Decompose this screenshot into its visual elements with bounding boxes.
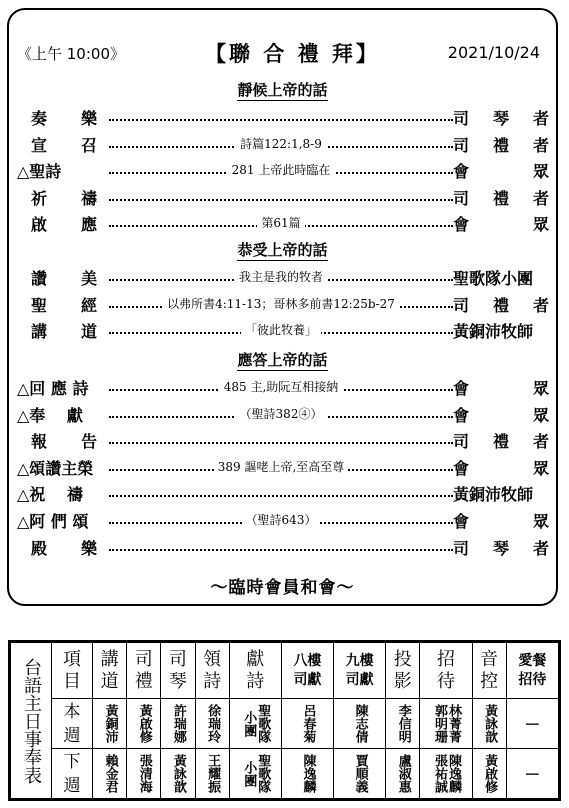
schedule-column-label: 八樓 司獻 <box>293 652 322 688</box>
program-leader-char: 者 <box>532 432 549 452</box>
program-leader-char: 司 <box>453 109 470 128</box>
schedule-cell <box>229 749 281 799</box>
program-row <box>17 212 549 236</box>
dot-leader <box>109 495 453 497</box>
section-title: 恭受上帝的話 <box>237 241 328 259</box>
program-item <box>31 106 97 129</box>
program-leader-char: 會 <box>453 405 470 425</box>
schedule-cell-names: 黃銅沛 <box>102 704 118 743</box>
program-leader-char: 眾 <box>532 215 549 235</box>
schedule-cell-names: 林菁菁 郭明珊 <box>431 704 461 743</box>
program-row <box>17 376 549 400</box>
program-leader <box>453 376 549 399</box>
program-leader-char: 者 <box>532 135 549 155</box>
program-leader-char: 禮 <box>492 135 509 155</box>
schedule-cell <box>281 699 333 749</box>
program-item <box>31 186 97 209</box>
schedule-title-cell <box>11 643 52 799</box>
schedule-cell-names: 黃啟修 <box>482 754 498 793</box>
schedule-column-header <box>127 643 161 699</box>
program-note <box>109 161 453 178</box>
schedule-column-header <box>281 643 333 699</box>
program-leader <box>453 536 549 559</box>
schedule-cell <box>386 699 420 749</box>
schedule-cell-names: 黃詠歆 <box>170 754 186 793</box>
schedule-cell-names: 陳志倩 <box>352 704 368 743</box>
schedule-cell-names: 盧淑惠 <box>395 754 411 793</box>
schedule-title: 台語主日事奉表 <box>21 657 42 784</box>
program-leader-char: 禮 <box>492 432 509 452</box>
program-item-char: 講 <box>31 322 48 342</box>
schedule-column-header <box>195 643 229 699</box>
schedule-cell <box>472 749 506 799</box>
program-item-char: 啟 <box>31 215 48 235</box>
program-leader-char: 眾 <box>532 162 549 182</box>
program-note-text: 以弗所書4:11-13；哥林多前書12:25b-27 <box>163 297 399 311</box>
program-leader-char: 會 <box>453 458 470 478</box>
program-row <box>17 106 549 130</box>
program-leader-char: 者 <box>532 295 549 315</box>
program-item-char: 宣 <box>31 135 48 155</box>
program-note <box>109 458 453 475</box>
program-note-text: 「彼此牧養」 <box>241 323 321 337</box>
schedule-column-label: 招 待 <box>436 648 455 692</box>
program-leader <box>453 509 549 532</box>
schedule-column-label: 司 禮 <box>134 648 153 692</box>
program-row <box>17 509 549 533</box>
program-leader-char: 眾 <box>532 512 549 531</box>
section-heading <box>9 349 556 370</box>
program-row <box>17 293 549 317</box>
program-note-text: 485 主,助阮互相接納 <box>220 380 343 394</box>
schedule-cell <box>127 699 161 749</box>
schedule-cell-names: 黃詠歆 <box>482 704 498 743</box>
program-item-char: 美 <box>80 269 97 288</box>
program-leader-char: 司 <box>453 295 470 315</box>
dot-leader <box>109 549 453 551</box>
program-item <box>31 133 97 156</box>
program-note <box>109 378 453 395</box>
program-leader-char: 眾 <box>532 405 549 425</box>
program-leader-char: 琴 <box>492 109 509 128</box>
schedule-column-label: 獻 詩 <box>246 648 265 692</box>
schedule-column-label: 音 控 <box>480 648 499 692</box>
schedule-corner-label: 項 目 <box>63 648 81 692</box>
program-leader <box>453 133 549 156</box>
program-leader-char: 會 <box>453 215 470 235</box>
section-heading <box>9 239 556 260</box>
schedule-header-row <box>11 643 559 699</box>
program-leader-char: 司 <box>453 432 470 452</box>
schedule-column-label: 投 影 <box>393 648 412 692</box>
program-note-text: （聖詩382④） <box>236 407 327 421</box>
program-note-text: 389 謳咾上帝,至高至尊 <box>214 460 349 474</box>
schedule-cell <box>334 699 386 749</box>
program-item-char: 聖 <box>31 295 48 315</box>
schedule-cell <box>161 699 195 749</box>
schedule-cell <box>281 749 333 799</box>
schedule-cell-names: － <box>524 765 541 784</box>
schedule-cell-names: 張清海 <box>136 754 152 793</box>
program-leader-char: 者 <box>532 538 549 558</box>
program-note <box>109 135 453 152</box>
program-item: △祝 禱 <box>17 485 83 505</box>
service-schedule <box>8 640 561 801</box>
schedule-cell <box>229 699 281 749</box>
schedule-cell <box>127 749 161 799</box>
program-leader-char: 者 <box>532 109 549 128</box>
schedule-cell <box>420 749 472 799</box>
program-leader-char: 者 <box>532 188 549 208</box>
program-item-char: 禱 <box>80 188 97 208</box>
schedule-column-label: 愛餐 招待 <box>518 652 547 688</box>
program-leader <box>453 106 549 129</box>
program-note-text: 詩篇122:1,8-9 <box>236 137 326 151</box>
schedule-cell-names: 賴金君 <box>102 754 118 793</box>
program-leader-char: 司 <box>453 538 470 558</box>
fellowship-announcement: ～臨時會員和會～ <box>210 578 355 598</box>
schedule-cell-names: － <box>524 715 541 734</box>
schedule-cell-names: 呂春菊 <box>300 704 316 743</box>
program-item-char: 樂 <box>80 109 97 128</box>
program-item-char: 道 <box>80 322 97 342</box>
program-row <box>17 429 549 453</box>
schedule-column-header <box>506 643 558 699</box>
schedule-cell <box>334 749 386 799</box>
schedule-cell-names: 黃啟修 <box>136 704 152 743</box>
schedule-row <box>11 749 559 799</box>
program-row <box>17 403 549 427</box>
program-row <box>17 186 549 210</box>
program-row <box>17 133 549 157</box>
schedule-cell <box>506 749 558 799</box>
service-time: 《上午 10:00》 <box>17 45 125 63</box>
program-note <box>109 405 453 422</box>
schedule-cell-names: 許瑞娜 <box>170 704 186 743</box>
program-note <box>109 268 453 285</box>
schedule-column-header <box>161 643 195 699</box>
dot-leader <box>109 199 453 201</box>
program-leader-char: 眾 <box>532 379 549 398</box>
schedule-table <box>10 642 559 799</box>
program-item: △聖詩 <box>17 162 62 182</box>
schedule-column-header <box>472 643 506 699</box>
program-leader: 黃銅沛牧師 <box>453 485 534 505</box>
program-leader <box>453 293 549 316</box>
schedule-cell <box>93 699 127 749</box>
program-item-char: 樂 <box>80 538 97 558</box>
program-row <box>17 319 549 343</box>
program-item <box>31 266 97 289</box>
schedule-cell-names: 李信明 <box>395 704 411 743</box>
schedule-column-header <box>386 643 420 699</box>
schedule-cell <box>93 749 127 799</box>
schedule-cell-names: 王耀振 <box>205 754 221 793</box>
schedule-cell-names: 賈順義 <box>352 754 368 793</box>
schedule-cell-names: 聖歌隊 小團 <box>241 754 271 793</box>
program-item-char: 召 <box>80 135 97 155</box>
schedule-row-label <box>52 749 93 799</box>
schedule-cell <box>195 749 229 799</box>
program-leader-char: 司 <box>453 188 470 208</box>
page-title: 【聯 合 禮 拜】 <box>205 42 380 66</box>
schedule-column-label: 九樓 司獻 <box>345 652 374 688</box>
program-item: △回 應 詩 <box>17 379 89 398</box>
program-leader <box>453 186 549 209</box>
order-of-worship <box>7 8 558 606</box>
program-leader-char: 會 <box>453 379 470 398</box>
program-item: △奉 獻 <box>17 405 83 425</box>
program-leader <box>453 456 549 479</box>
dot-leader <box>109 119 453 121</box>
schedule-cell-names: 陳逸麟 <box>300 754 316 793</box>
program-leader: 聖歌隊小團 <box>453 269 534 288</box>
schedule-column-header <box>93 643 127 699</box>
schedule-row-label-text: 本 週 <box>63 701 81 746</box>
program-row <box>17 456 549 480</box>
service-date: 2021/10/24 <box>447 43 540 62</box>
program-note-text: 281 上帝此時臨在 <box>228 163 335 177</box>
program-leader <box>453 212 549 235</box>
schedule-column-label: 司 琴 <box>168 648 187 692</box>
program-item-char: 經 <box>80 295 97 315</box>
program-item: △頌讚主榮 <box>17 458 94 478</box>
program-leader-char: 會 <box>453 512 470 531</box>
program-item-char: 報 <box>31 432 48 452</box>
program-leader-char: 禮 <box>492 188 509 208</box>
program-item <box>31 319 97 342</box>
schedule-row-label-text: 下 週 <box>63 751 81 796</box>
schedule-column-header <box>334 643 386 699</box>
program-item-char: 應 <box>80 215 97 235</box>
program-leader <box>453 403 549 426</box>
program-item-char: 讚 <box>31 269 48 288</box>
program-note-text: 我主是我的牧者 <box>235 270 327 284</box>
schedule-column-header <box>420 643 472 699</box>
program-item <box>31 536 97 559</box>
schedule-cell-names: 徐瑞玲 <box>205 704 221 743</box>
program-item-char: 祈 <box>31 188 48 208</box>
program-leader <box>453 159 549 182</box>
schedule-corner <box>52 643 93 699</box>
schedule-cell <box>506 699 558 749</box>
program-note <box>109 511 453 528</box>
schedule-cell <box>420 699 472 749</box>
program-note-text: （聖詩643） <box>242 513 321 527</box>
schedule-cell <box>161 749 195 799</box>
program-item: △阿 們 頌 <box>17 512 89 531</box>
program-row <box>17 536 549 560</box>
program-row <box>17 266 549 290</box>
program-note <box>109 321 453 338</box>
dot-leader <box>109 442 453 444</box>
schedule-cell-names: 陳逸麟 張祐誠 <box>431 754 461 793</box>
program-row <box>17 159 549 183</box>
program-leader <box>453 429 549 452</box>
schedule-column-label: 講 道 <box>100 648 119 692</box>
program-leader-char: 眾 <box>532 458 549 478</box>
section-title: 應答上帝的話 <box>237 351 328 369</box>
program-leader-char: 琴 <box>492 538 509 558</box>
program-leader-char: 會 <box>453 162 470 182</box>
schedule-row <box>11 699 559 749</box>
program-note <box>109 214 453 231</box>
program-item <box>31 293 97 316</box>
program-leader-char: 禮 <box>492 295 509 315</box>
schedule-column-label: 領 詩 <box>203 648 222 692</box>
program-item <box>31 429 97 452</box>
program-item-char: 告 <box>80 432 97 452</box>
schedule-cell <box>195 699 229 749</box>
program-leader-char: 司 <box>453 135 470 155</box>
program-row <box>17 482 549 506</box>
program-leader: 黃銅沛牧師 <box>453 322 534 342</box>
program-item <box>31 212 97 235</box>
schedule-row-label <box>52 699 93 749</box>
section-heading <box>9 79 556 100</box>
program-note-text: 第61篇 <box>257 216 304 230</box>
program-item-char: 奏 <box>31 109 48 128</box>
section-title: 靜候上帝的話 <box>237 81 328 99</box>
program-item-char: 殿 <box>31 538 48 558</box>
program-note <box>109 295 453 312</box>
schedule-cell <box>386 749 420 799</box>
schedule-cell <box>472 699 506 749</box>
schedule-cell-names: 聖歌隊 小團 <box>241 704 271 743</box>
schedule-column-header <box>229 643 281 699</box>
